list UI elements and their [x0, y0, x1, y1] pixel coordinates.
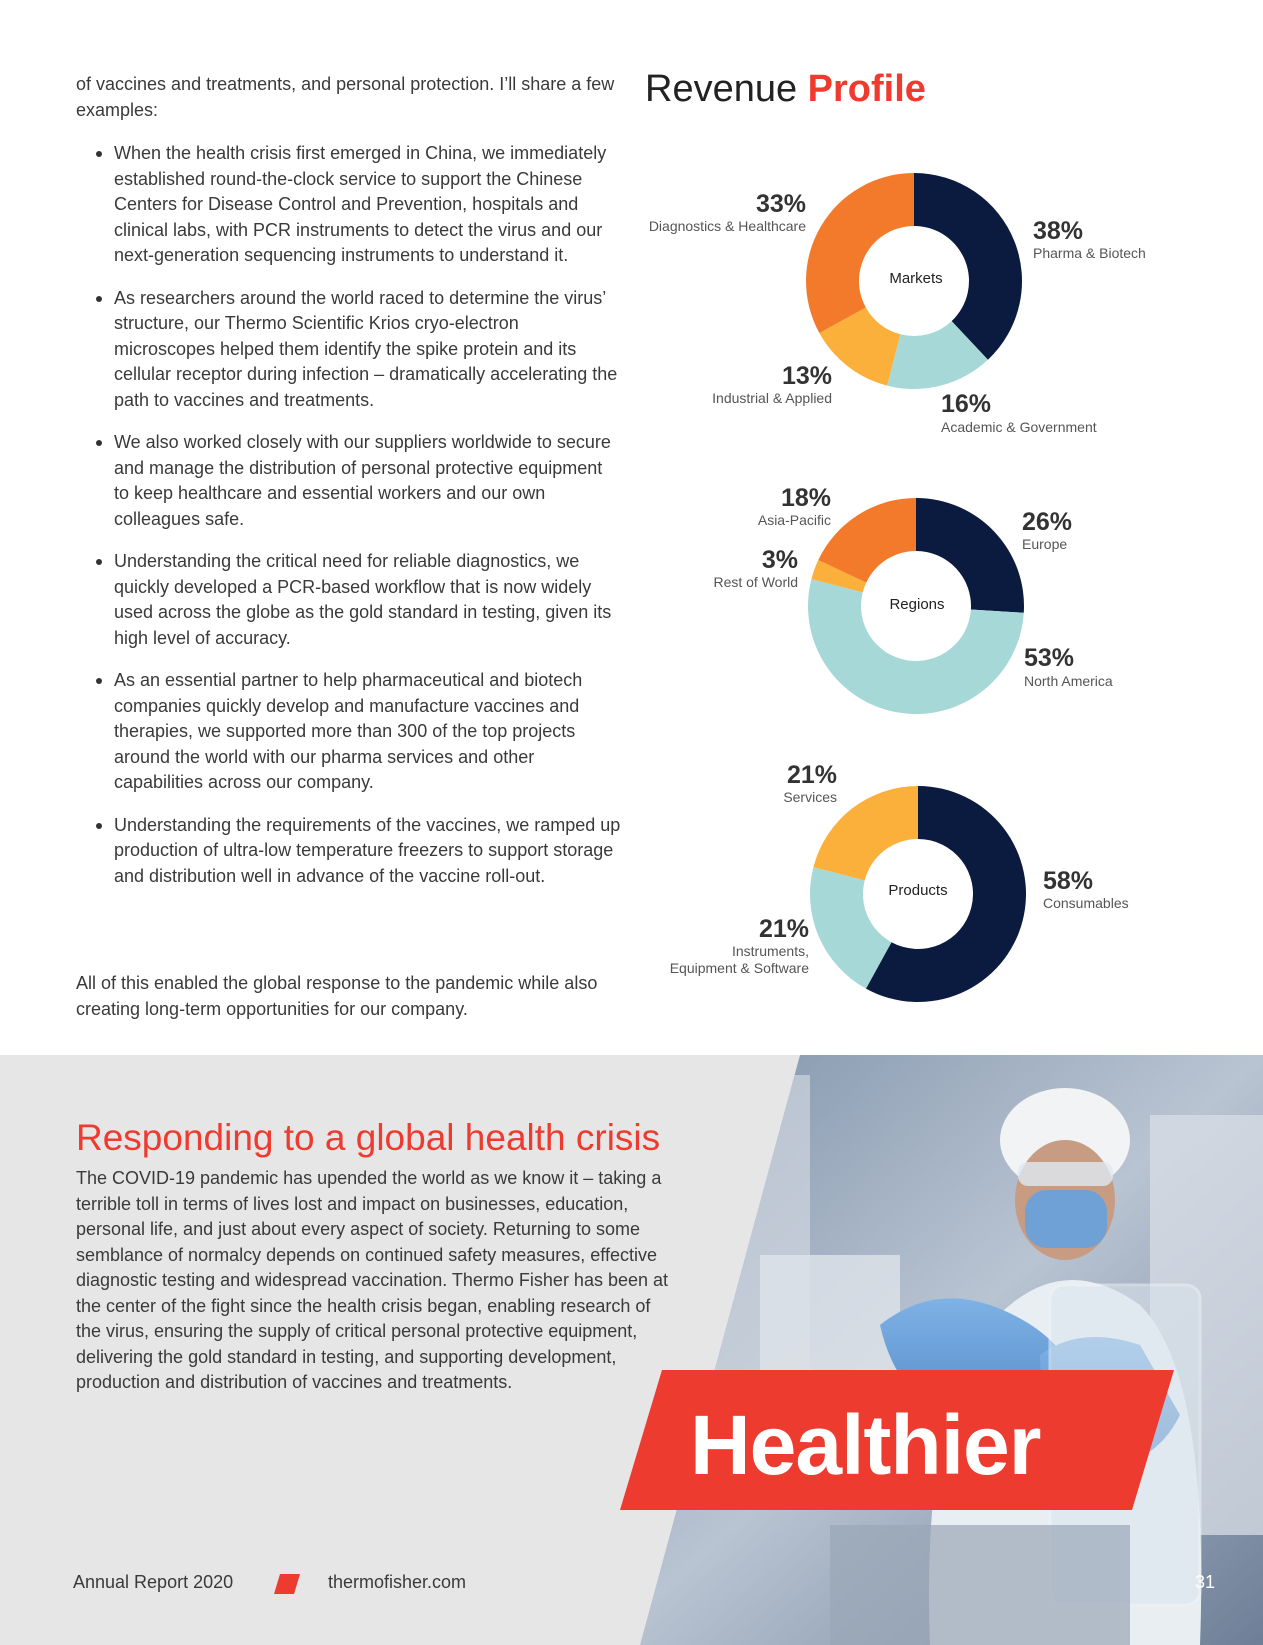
- banner-text: Healthier: [690, 1398, 1041, 1492]
- data-label: 18%: [780, 484, 831, 512]
- data-label: 21%: [758, 915, 809, 943]
- data-label: 26%: [1022, 508, 1073, 536]
- list-item: As an essential partner to help pharmaceutical and biotech companies quickly develop and manufacture vaccines and therapies, we supported more than 300 of the top projects around the world with our pharma services and other capabilities across our company.: [76, 668, 621, 796]
- data-label: 13%: [781, 362, 832, 390]
- revenue-profile-title: [645, 68, 926, 111]
- intro-paragraph: of vaccines and treatments, and personal protection. I’ll share a few examples:: [76, 74, 615, 120]
- outro-paragraph: All of this enabled the global response to the pandemic while also creating long-term opportunities for our company.: [76, 973, 598, 1019]
- legend-label: Europe: [1022, 536, 1068, 552]
- legend-label: Consumables: [1043, 895, 1129, 911]
- legend-label: Pharma & Biotech: [1033, 245, 1146, 261]
- brand-mark-icon: [274, 1574, 300, 1594]
- products-center-label: Products: [888, 882, 948, 899]
- data-label: 38%: [1033, 217, 1084, 245]
- list-item: We also worked closely with our suppliers worldwide to secure and manage the distribution of personal protective equipment to keep healthcare and essential workers and our own colleagues safe.: [76, 430, 621, 532]
- page-number: 31: [1195, 1572, 1216, 1592]
- data-label: 21%: [786, 761, 837, 789]
- legend-label: Services: [783, 789, 837, 805]
- legend-label-line: Equipment & Software: [669, 960, 809, 976]
- data-label: 16%: [941, 390, 992, 418]
- data-label: 3%: [761, 546, 798, 574]
- legend-label-line: Instruments,: [731, 943, 809, 959]
- regions-center-label: Regions: [889, 596, 945, 613]
- list-item: Understanding the requirements of the vaccines, we ramped up production of ultra-low temperature freezers to support storage and distribution well in advance of the vaccine roll-out.: [76, 813, 621, 890]
- legend-label: Industrial & Applied: [712, 390, 832, 406]
- legend-label: Rest of World: [713, 574, 798, 590]
- markets-center-label: Markets: [889, 270, 943, 287]
- examples-list: [76, 141, 621, 906]
- list-item: When the health crisis first emerged in China, we immediately established round-the-clock service to support the Chinese Centers for Disease Control and Prevention, hospitals and clinical labs, with PCR instruments to detect the virus and our next-generation sequencing instruments to understand it.: [76, 141, 621, 269]
- donut-slice-pharma-biotech: [914, 173, 1022, 360]
- section-heading: Responding to a global health crisis: [76, 1117, 661, 1158]
- footer-site-link[interactable]: thermofisher.com: [328, 1572, 467, 1592]
- title-plain: Revenue: [645, 68, 808, 110]
- data-label: 58%: [1043, 867, 1094, 895]
- legend-label: Asia-Pacific: [757, 512, 831, 528]
- list-item: As researchers around the world raced to determine the virus’ structure, our Thermo Scientific Krios cryo-electron microscopes helped them identify the spike protein and its cellular receptor during infection – dramatically accelerating the path to vaccines and treatments.: [76, 286, 621, 414]
- legend-label: Diagnostics & Healthcare: [648, 218, 806, 234]
- donut-slice-diagnostics-healthcare: [806, 173, 914, 333]
- list-item: Understanding the critical need for reliable diagnostics, we quickly developed a PCR-based workflow that is now widely used across the globe as the gold standard in testing, given its high level of accuracy.: [76, 549, 621, 651]
- legend-label: [670, 943, 809, 977]
- legend-label: Academic & Government: [941, 419, 1097, 435]
- data-label: 53%: [1024, 644, 1075, 672]
- data-label: 33%: [755, 190, 806, 218]
- footer-report-label: Annual Report 2020: [73, 1572, 234, 1592]
- title-accent: Profile: [807, 68, 926, 110]
- section-body: The COVID-19 pandemic has upended the world as we know it – taking a terrible toll in terms of lives lost and impact on businesses, education, personal life, and just about every aspect of society. Returning to some semblance of normalcy depends on continued safety measures, effective diagnostic testing and widespread vaccination. Thermo Fisher has been at the center of the fight since the health crisis began, enabling research of the virus, ensuring the supply of critical personal protective equipment, delivering the gold standard in testing, and supporting development, production and distribution of vaccines and treatments.: [76, 1168, 669, 1392]
- legend-label: North America: [1024, 673, 1113, 689]
